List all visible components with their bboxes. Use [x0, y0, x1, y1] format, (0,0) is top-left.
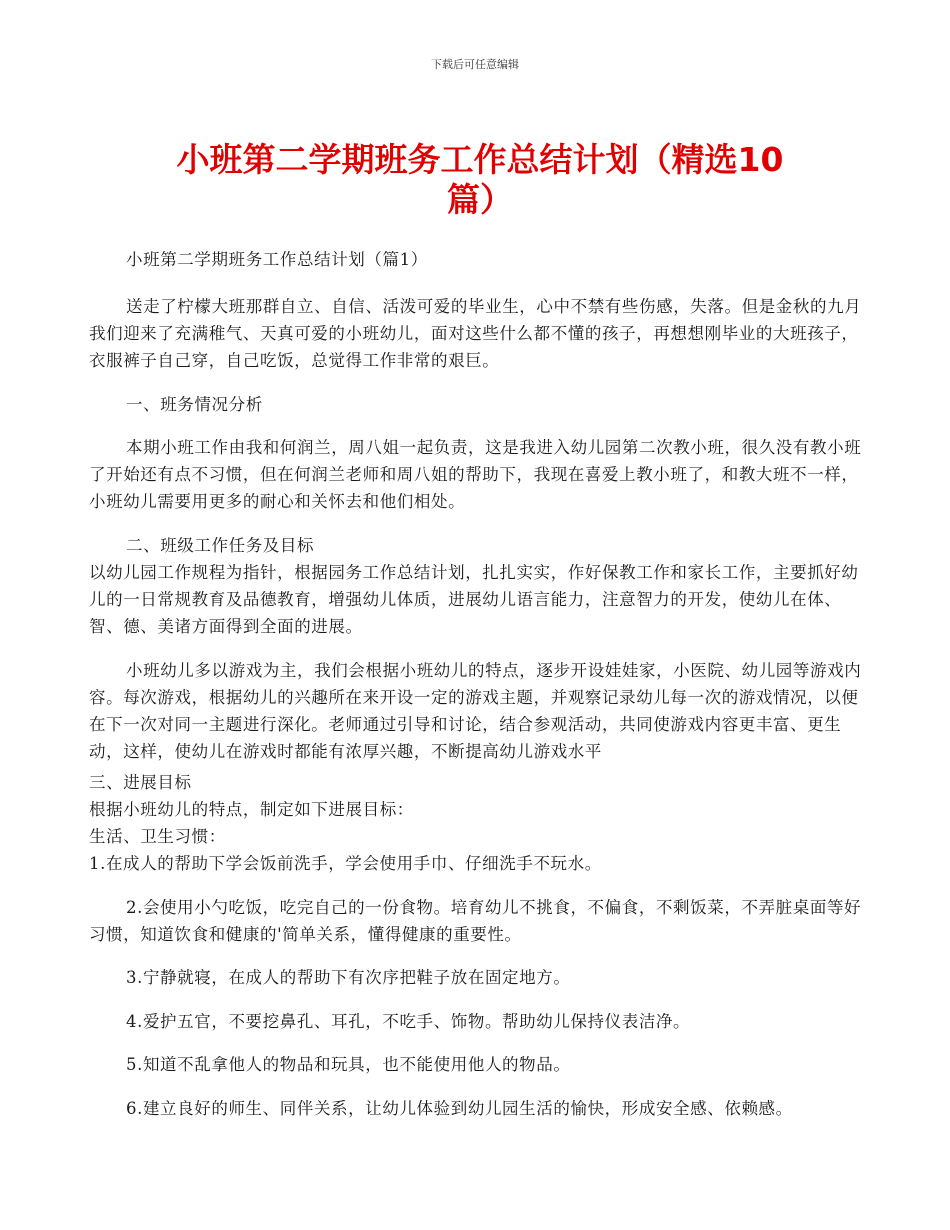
- subtitle: 小班第二学期班务工作总结计划（篇1）: [126, 250, 428, 269]
- list-item-4: 4.爱护五官，不要挖鼻孔、耳孔，不吃手、饰物。帮助幼儿保持仪表洁净。: [126, 1012, 691, 1031]
- habits-heading: 生活、卫生习惯：: [89, 827, 226, 846]
- page-header-note: 下载后可任意编辑: [431, 58, 519, 71]
- games-paragraph: 小班幼儿多以游戏为主，我们会根据小班幼儿的特点，逐步开设娃娃家，小医院、幼儿园等游戏内容。每次游戏，根据幼儿的兴趣所在来开设一定的游戏主题，并观察记录幼儿每一次的游戏情况，以便在下一次对同一主题进行深化。老师通过引导和讨论，结合参观活动，共同使游戏内容更丰富、更生动，这样，使幼儿在游戏时都能有浓厚兴趣，不断提高幼儿游戏水平: [89, 661, 862, 761]
- section-3-intro: 根据小班幼儿的特点，制定如下进展目标：: [89, 800, 414, 819]
- section-2-heading: 二、班级工作任务及目标: [126, 536, 315, 555]
- section-2-paragraph: 以幼儿园工作规程为指针，根据园务工作总结计划，扎扎实实，作好保教工作和家长工作，主要抓好幼儿的一日常规教育及品德教育，增强幼儿体质，进展幼儿语言能力，注意智力的开发，使幼儿在体、智、德、美诸方面得到全面的进展。: [89, 563, 859, 636]
- section-1-heading: 一、班务情况分析: [126, 395, 263, 414]
- title-line-1: 小班第二学期班务工作总结计划（精选10: [176, 140, 784, 179]
- list-item-5: 5.知道不乱拿他人的物品和玩具，也不能使用他人的物品。: [126, 1055, 571, 1074]
- section-3-heading: 三、进展目标: [89, 773, 192, 792]
- section-1-paragraph: 本期小班工作由我和何润兰，周八姐一起负责，这是我进入幼儿园第二次教小班，很久没有教小班了开始还有点不习惯，但在何润兰老师和周八姐的帮助下，我现在喜爱上教小班了，和教大班不一样，小班幼儿需要用更多的耐心和关怀去和他们相处。: [89, 438, 862, 511]
- list-item-6: 6.建立良好的师生、同伴关系，让幼儿体验到幼儿园生活的愉快，形成安全感、依赖感。: [126, 1099, 793, 1118]
- list-item-2: 2.会使用小勺吃饭，吃完自己的一份食物。培育幼儿不挑食，不偏食，不剩饭菜，不弄脏桌面等好习惯，知道饮食和健康的'简单关系，懂得健康的重要性。: [89, 898, 862, 944]
- list-item-3: 3.宁静就寝，在成人的帮助下有次序把鞋子放在固定地方。: [126, 968, 571, 987]
- document-title: [150, 140, 810, 220]
- list-item-1: 1.在成人的帮助下学会饭前洗手，学会使用手巾、仔细洗手不玩水。: [89, 854, 602, 873]
- title-line-2: 篇）: [447, 180, 513, 219]
- intro-paragraph: 送走了柠檬大班那群自立、自信、活泼可爱的毕业生，心中不禁有些伤感，失落。但是金秋的九月我们迎来了充满稚气、天真可爱的小班幼儿，面对这些什么都不懂的孩子，再想想刚毕业的大班孩子，衣服裤子自己穿，自己吃饭，总觉得工作非常的艰巨。: [89, 297, 862, 370]
